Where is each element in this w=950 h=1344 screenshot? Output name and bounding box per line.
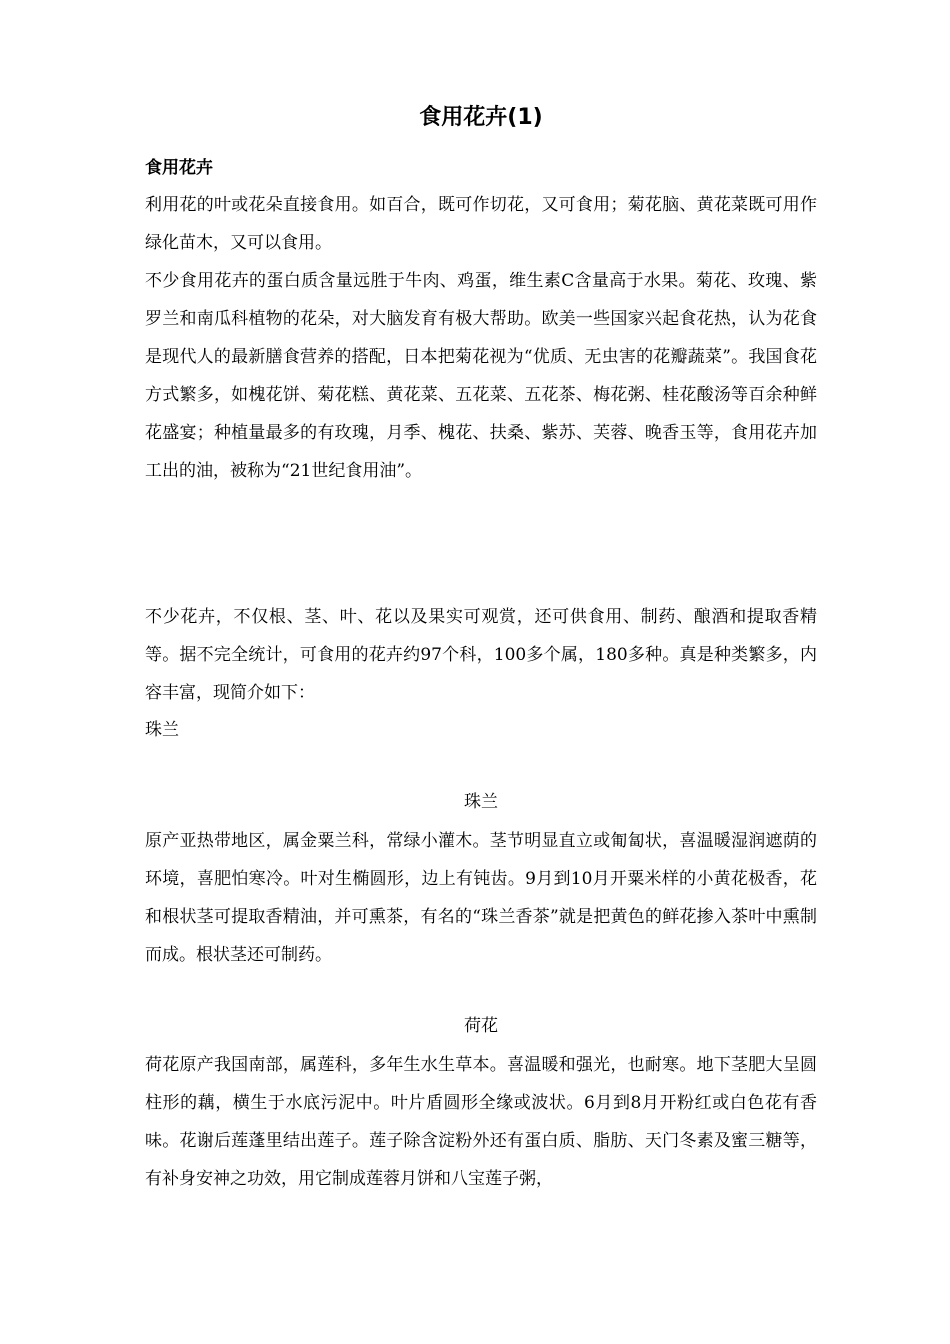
list-first-item: 珠兰 [145,720,179,740]
overview-paragraph: 不少花卉，不仅根、茎、叶、花以及果实可观赏，还可供食用、制药、酿酒和提取香精等。据不完全统计，可食用的花卉约97个科，100多个属，180多种。真是种类繁多，内容丰富，现简介如下： [145,607,817,703]
intro-paragraph-2: 不少食用花卉的蛋白质含量远胜于牛肉、鸡蛋，维生素C含量高于水果。菊花、玫瑰、紫罗兰和南瓜科植物的花朵，对大脑发育有极大帮助。欧美一些国家兴起食花热，认为花食是现代人的最新膳食营养的搭配，日本把菊花视为“优质、无虫害的花瓣蔬菜”。我国食花方式繁多，如槐花饼、菊花糕、黄花菜、五花菜、五花茶、梅花粥、桂花酸汤等百余种鲜花盛宴；种植量最多的有玫瑰，月季、槐花、扶桑、紫苏、芙蓉、晚香玉等，食用花卉加工出的油，被称为“21世纪食用油”。 [145,271,817,481]
section-body-zhulan: 原产亚热带地区，属金粟兰科，常绿小灌木。茎节明显直立或匍匐状，喜温暖湿润遮荫的环境，喜肥怕寒冷。叶对生椭圆形，边上有钝齿。9月到10月开粟米样的小黄花极香，花和根状茎可提取香精油，并可熏茶，有名的“珠兰香茶”就是把黄色的鲜花掺入茶叶中熏制而成。根状茎还可制药。 [145,831,817,965]
page-title: 食用花卉(1) [419,105,543,130]
section-subtitle: 食用花卉 [145,158,213,178]
section-body-hehua: 荷花原产我国南部，属莲科，多年生水生草本。喜温暖和强光，也耐寒。地下茎肥大呈圆柱形的藕，横生于水底污泥中。叶片盾圆形全缘或波状。6月到8月开粉红或白色花有香味。花谢后莲蓬里结出莲子。莲子除含淀粉外还有蛋白质、脂肪、天门冬素及蜜三糖等，有补身安神之功效，用它制成莲蓉月饼和八宝莲子粥， [145,1055,817,1189]
section-heading-zhulan: 珠兰 [464,792,498,812]
section-heading-hehua: 荷花 [464,1016,498,1036]
intro-paragraph-1: 利用花的叶或花朵直接食用。如百合，既可作切花，又可食用；菊花脑、黄花菜既可用作绿化苗木，又可以食用。 [145,195,817,253]
